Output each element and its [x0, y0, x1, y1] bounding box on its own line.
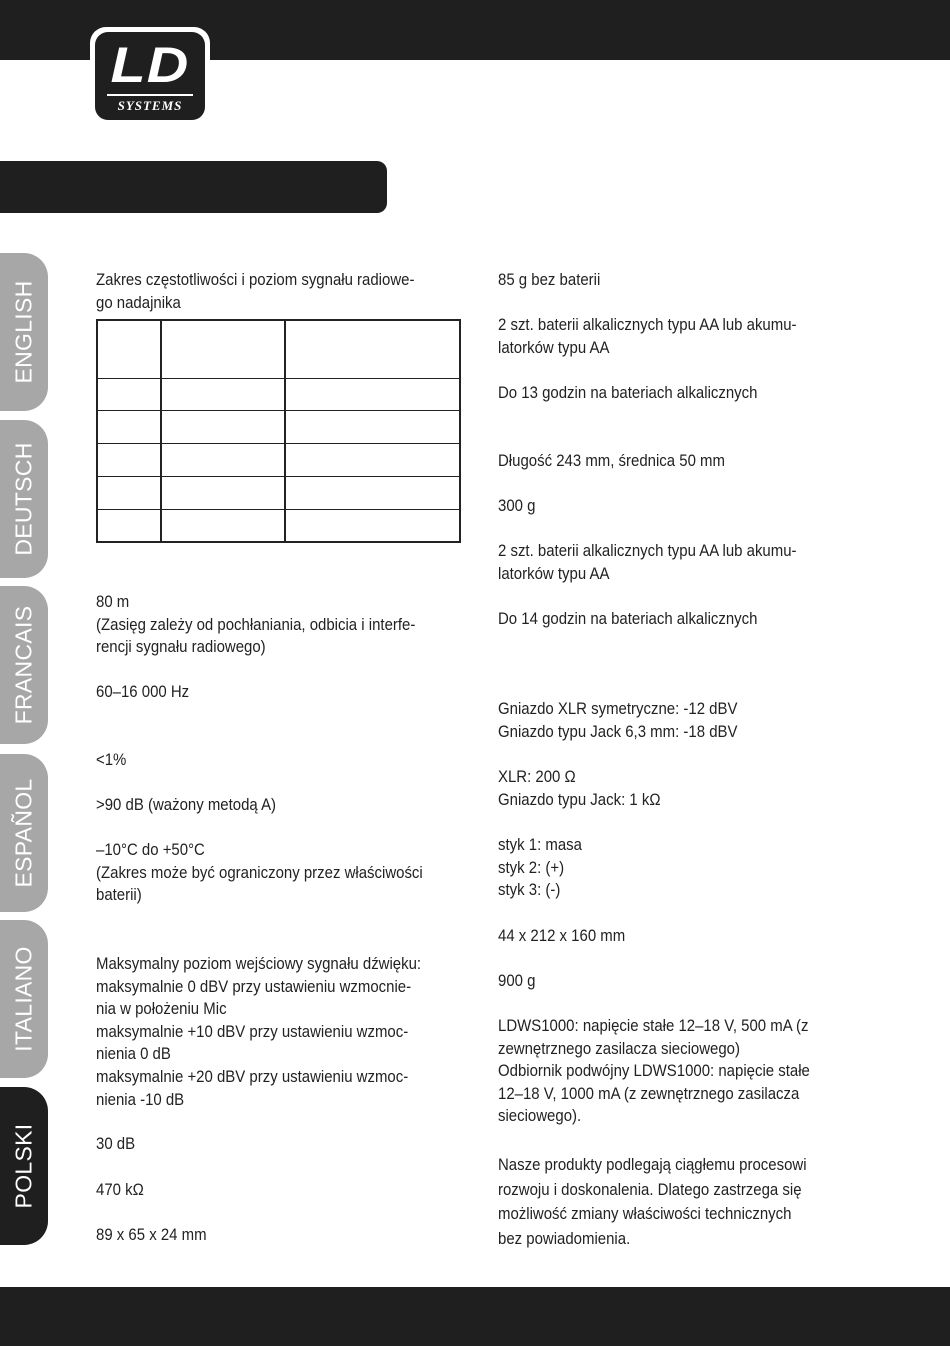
tab-label: DEUTSCH: [10, 442, 37, 556]
tab-label: POLSKI: [10, 1123, 37, 1209]
spec-text: 2 szt. baterii alkalicznych typu AA lub akumu- latorków typu AA: [498, 315, 797, 357]
spec-text: Gniazdo XLR symetryczne: -12 dBV Gniazdo typu Jack 6,3 mm: -18 dBV: [498, 699, 738, 741]
spec-text: 80 m (Zasięg zależy od pochłaniania, odbicia i interfe- rencji sygnału radiowego): [96, 592, 416, 657]
tab-label: ITALIANO: [10, 946, 37, 1052]
spec-text: LDWS1000: napięcie stałe 12–18 V, 500 mA (z zewnętrznego zasilacza sieciowego) Odbiornik podwójny LDWS1000: napięcie stałe 12–18 V, 1000 mA (z zewnętrznego zasilacza sieciowego).: [498, 1016, 810, 1126]
ld-systems-logo: [90, 27, 210, 125]
bottom-bar: [0, 1287, 950, 1346]
spec-text: <1%: [96, 750, 127, 769]
spec-text: 85 g bez baterii: [498, 270, 601, 289]
spec-text: XLR: 200 Ω Gniazdo typu Jack: 1 kΩ: [498, 767, 661, 809]
tab-deutsch[interactable]: [0, 420, 48, 578]
frequency-table: [96, 319, 461, 543]
tab-polski[interactable]: [0, 1087, 48, 1245]
spec-text: Zakres częstotliwości i poziom sygnału radiowe- go nadajnika: [96, 270, 415, 312]
spec-text: –10°C do +50°C (Zakres może być ograniczony przez właściwości baterii): [96, 840, 423, 905]
tab-label: ESPAÑOL: [10, 778, 37, 888]
spec-text: 30 dB: [96, 1134, 136, 1153]
spec-text: Maksymalny poziom wejściowy sygnału dźwięku: maksymalnie 0 dBV przy ustawieniu wzmocnie- nia w położeniu Mic maksymalnie +10 dBV przy ustawieniu wzmoc- nienia 0 dB maksymalnie +20 dBV przy ustawieniu wzmoc- nienia -10 dB: [96, 954, 422, 1109]
tab-english[interactable]: [0, 253, 48, 411]
spec-text: styk 1: masa styk 2: (+) styk 3: (-): [498, 835, 582, 900]
spec-text: 2 szt. baterii alkalicznych typu AA lub akumu- latorków typu AA: [498, 541, 797, 583]
tab-label: ENGLISH: [10, 280, 37, 384]
spec-text: 300 g: [498, 496, 536, 515]
spec-text: 44 x 212 x 160 mm: [498, 926, 626, 945]
tab-espanol[interactable]: [0, 754, 48, 912]
logo-text-sub: SYSTEMS: [117, 98, 183, 113]
tab-italiano[interactable]: [0, 920, 48, 1078]
tab-label: FRANCAIS: [10, 605, 37, 725]
spec-text: >90 dB (ważony metodą A): [96, 795, 277, 814]
section-header-bar: [0, 161, 387, 213]
spec-text: 60–16 000 Hz: [96, 682, 190, 701]
tab-francais[interactable]: [0, 586, 48, 744]
spec-text: 900 g: [498, 971, 536, 990]
spec-text: 89 x 65 x 24 mm: [96, 1225, 207, 1244]
spec-text: Do 13 godzin na bateriach alkalicznych: [498, 383, 758, 402]
spec-text: 470 kΩ: [96, 1180, 144, 1199]
logo-text-main: LD: [110, 37, 190, 93]
spec-text: Do 14 godzin na bateriach alkalicznych: [498, 609, 758, 628]
spec-text: Nasze produkty podlegają ciągłemu procesowi rozwoju i doskonalenia. Dlatego zastrzega się możliwość zmiany właściwości technicznych bez powiadomienia.: [498, 1155, 807, 1248]
spec-text: Długość 243 mm, średnica 50 mm: [498, 451, 725, 470]
